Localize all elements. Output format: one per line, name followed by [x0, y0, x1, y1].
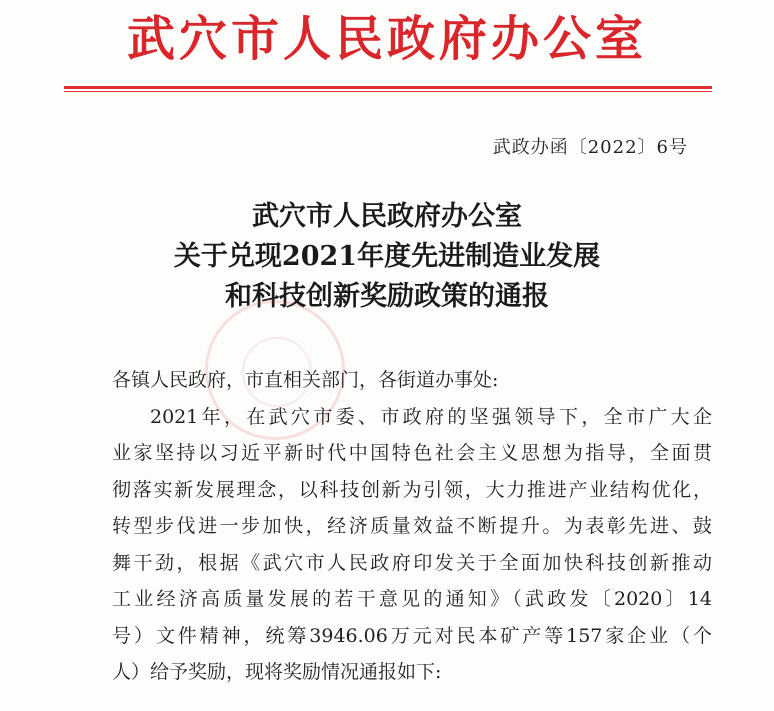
letterhead-red-rule — [64, 86, 712, 89]
letterhead-red-rule-thin — [64, 91, 712, 92]
document-title — [0, 197, 774, 317]
paragraph-line: 彻落实新发展理念，以科技创新为引领，大力推进产业结构优化， — [112, 478, 712, 501]
title-line-1: 武穴市人民政府办公室 — [252, 201, 522, 232]
document-body — [112, 362, 712, 691]
paragraph-line: 号）文件精神，统筹3946.06万元对民本矿产等157家企业（个 — [112, 624, 712, 647]
document-number: 武政办函〔2022〕6号 — [492, 137, 688, 158]
paragraph-line: 业家坚持以习近平新时代中国特色社会主义思想为指导，全面贯 — [112, 442, 712, 464]
paragraph-line: 舞干劲，根据《武穴市人民政府印发关于全面加快科技创新推动 — [112, 551, 712, 574]
title-line-3: 和科技创新奖励政策的通报 — [225, 281, 549, 312]
paragraph-line: 转型步伐进一步加快，经济质量效益不断提升。为表彰先进、鼓 — [112, 515, 712, 537]
title-line-2: 关于兑现2021年度先进制造业发展 — [173, 241, 601, 272]
letterhead-org-name: 武穴市人民政府办公室 — [126, 11, 647, 67]
salutation: 各镇人民政府，市直相关部门，各街道办事处: — [112, 369, 499, 391]
paragraph-line: 人）给予奖励，现将奖励情况通报如下: — [112, 661, 442, 683]
paragraph-line: 工业经济高质量发展的若干意见的通知》（武政发〔2020〕14 — [112, 588, 712, 610]
paragraph-line: 2021年，在武穴市委、市政府的坚强领导下，全市广大企 — [150, 405, 712, 428]
